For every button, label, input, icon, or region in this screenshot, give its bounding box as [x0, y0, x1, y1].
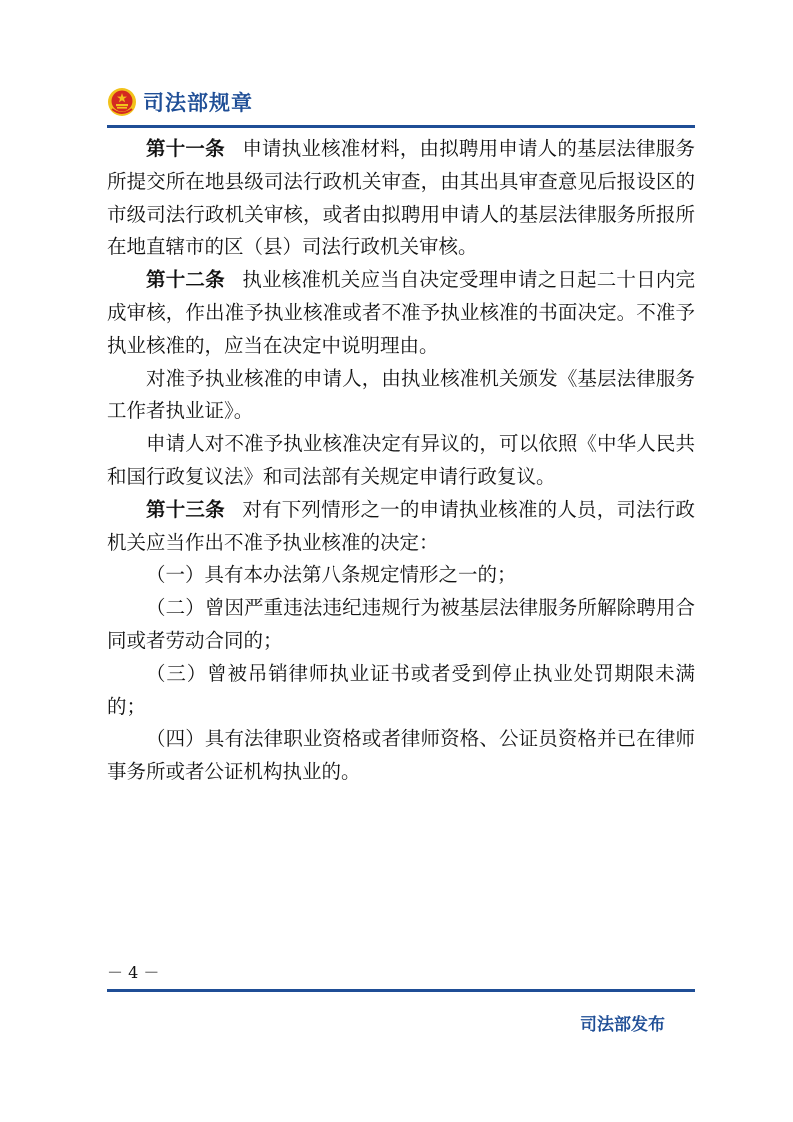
- footer-text: 司法部发布: [580, 1015, 665, 1035]
- paragraph-text: 对有下列情形之一的申请执业核准的人员，司法行政机关应当作出不准予执业核准的决定：: [107, 497, 695, 554]
- list-item: [107, 658, 695, 724]
- paragraph-text: （二）曾因严重违法违纪违规行为被基层法律服务所解除聘用合同或者劳动合同的；: [107, 596, 695, 652]
- header-rule: [107, 125, 695, 128]
- article-number: 第十三条: [146, 497, 225, 521]
- page-header: [107, 84, 253, 120]
- paragraph-article-13: [107, 494, 695, 560]
- paragraph-article-12: [107, 264, 695, 362]
- page-number: － 4 －: [107, 963, 160, 982]
- paragraph-text: （四）具有法律职业资格或者律师资格、公证员资格并已在律师事务所或者公证机构执业的。: [107, 727, 695, 784]
- paragraph-text: 执业核准机关应当自决定受理申请之日起二十日内完成审核，作出准予执业核准或者不准予执业核准的书面决定。不准予执业核准的，应当在决定中说明理由。: [107, 268, 695, 357]
- national-emblem-icon: [107, 87, 137, 117]
- paragraph: [107, 363, 695, 429]
- paragraph-text: 申请执业核准材料，由拟聘用申请人的基层法律服务所提交所在地县级司法行政机关审查，由其出具审查意见后报设区的市级司法行政机关审核，或者由拟聘用申请人的基层法律服务所报所在地直辖市的区（县）司法行政机关审核。: [107, 137, 695, 259]
- article-number: 第十一条: [146, 137, 225, 160]
- paragraph-text: 申请人对不准予执业核准决定有异议的，可以依照《中华人民共和国行政复议法》和司法部有关规定申请行政复议。: [107, 432, 695, 488]
- article-number: 第十二条: [146, 268, 225, 292]
- paragraph-text: （三）曾被吊销律师执业证书或者受到停止执业处罚期限未满的；: [107, 661, 695, 718]
- list-item: [107, 592, 695, 658]
- paragraph: [107, 428, 695, 494]
- paragraph-article-11: [107, 133, 695, 264]
- paragraph-text: （一）具有本办法第八条规定情形之一的；: [146, 563, 517, 587]
- document-body: [107, 133, 695, 789]
- list-item: [107, 723, 695, 789]
- list-item: [107, 559, 695, 592]
- paragraph-text: 对准予执业核准的申请人，由执业核准机关颁发《基层法律服务工作者执业证》。: [107, 366, 695, 423]
- header-title: 司法部规章: [143, 91, 253, 115]
- footer-rule: [107, 989, 695, 992]
